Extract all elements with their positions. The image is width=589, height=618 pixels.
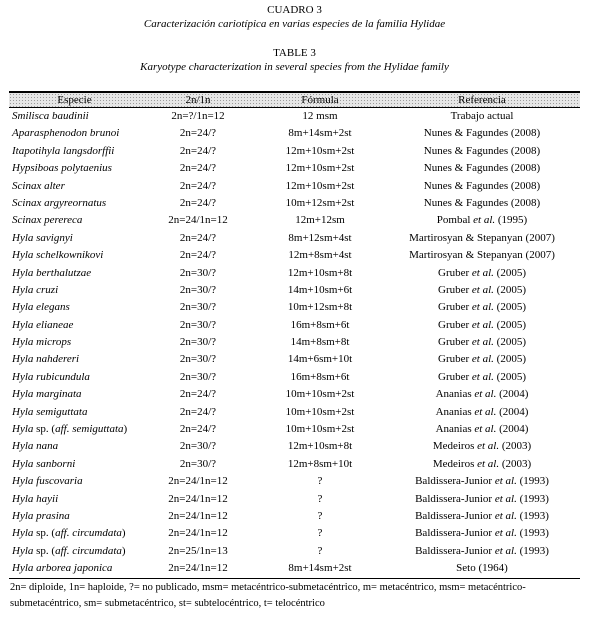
reference-author: Gruber — [438, 336, 472, 349]
karyotype-formula-cell: 10m+10sm+2st — [285, 388, 355, 401]
karyotype-formula-cell: 8m+14sm+2st — [288, 562, 352, 575]
species-sp-marker: sp. ( — [33, 527, 56, 540]
species-sp-marker: sp. ( — [33, 544, 56, 557]
species-cell — [9, 143, 140, 160]
reference-author: Baldissera-Junior — [415, 492, 495, 505]
chromosome-number-cell: 2n=24/? — [179, 179, 217, 192]
reference-cell — [384, 108, 580, 125]
header-referencia: Referencia — [458, 94, 506, 106]
reference-author: Ananias — [435, 388, 475, 401]
reference-et-al: et al. — [494, 527, 517, 540]
table-row — [9, 525, 580, 542]
reference-cell — [384, 160, 580, 177]
reference-cell — [384, 178, 580, 195]
reference-et-al: et al. — [471, 336, 494, 349]
karyotype-formula-cell: ? — [317, 544, 323, 557]
species-cell — [9, 299, 140, 316]
species-close-paren: ) — [121, 527, 126, 540]
species-name: Hyla nana — [12, 440, 59, 453]
reference-author: Nunes & Fagundes (2008) — [423, 127, 541, 140]
reference-year: (2005) — [493, 283, 526, 296]
reference-cell — [384, 230, 580, 247]
reference-cell — [384, 334, 580, 351]
reference-et-al: et al. — [494, 509, 517, 522]
reference-cell — [384, 195, 580, 212]
karyotype-formula-cell: 16m+8sm+6t — [290, 370, 350, 383]
reference-et-al: et al. — [494, 544, 517, 557]
species-cell — [9, 125, 140, 142]
species-name: Smilisca baudinii — [12, 110, 89, 122]
species-name: Scinax argyreornatus — [12, 196, 107, 209]
reference-author: Nunes & Fagundes (2008) — [423, 179, 541, 192]
chromosome-number-cell: 2n=24/? — [179, 423, 217, 436]
table-row — [9, 299, 580, 316]
reference-author: Martirosyan & Stepanyan (2007) — [409, 231, 555, 244]
table-row — [9, 543, 580, 560]
species-cell — [9, 317, 140, 334]
chromosome-number-cell: 2n=30/? — [179, 440, 217, 453]
karyotype-formula-cell: 10m+12sm+8t — [287, 301, 353, 314]
karyotype-table — [9, 91, 580, 579]
header-formula: Fórmula — [301, 94, 339, 106]
chromosome-number-cell: 2n=24/? — [179, 127, 217, 140]
chromosome-number-cell: 2n=30/? — [179, 266, 217, 279]
species-cell — [9, 386, 140, 403]
karyotype-formula-cell: ? — [317, 527, 323, 540]
species-close-paren: ) — [121, 544, 126, 557]
species-name: Hyla savignyi — [12, 231, 73, 244]
table-row — [9, 160, 580, 177]
table-row — [9, 351, 580, 368]
reference-cell — [384, 212, 580, 229]
species-cell — [9, 543, 140, 560]
chromosome-number-cell: 2n=24/1n=12 — [168, 509, 228, 522]
table-row — [9, 230, 580, 247]
table-row — [9, 456, 580, 473]
reference-cell — [384, 282, 580, 299]
species-name: Hypsiboas polytaenius — [12, 162, 112, 175]
species-name: Hyla — [12, 527, 34, 540]
karyotype-formula-cell: 14m+10sm+6t — [287, 283, 353, 296]
karyotype-formula-cell: 14m+8sm+8t — [290, 336, 350, 349]
species-cell — [9, 369, 140, 386]
reference-year: (2005) — [493, 301, 526, 314]
table-row — [9, 560, 580, 577]
species-name: Hyla arborea japonica — [12, 562, 113, 575]
chromosome-number-cell: 2n=24/1n=12 — [168, 214, 228, 227]
chromosome-number-cell: 2n=24/? — [179, 162, 217, 175]
reference-author: Seto (1964) — [456, 562, 508, 575]
species-name: Hyla nahdereri — [12, 353, 80, 366]
reference-author: Pombal — [436, 214, 474, 227]
karyotype-formula-cell: 12m+10sm+8t — [287, 266, 353, 279]
reference-author: Medeiros — [432, 457, 478, 470]
species-close-paren: ) — [123, 423, 128, 436]
species-cell — [9, 265, 140, 282]
chromosome-number-cell: 2n=30/? — [179, 318, 217, 331]
chromosome-number-cell: 2n=24/? — [179, 144, 217, 157]
reference-cell — [384, 247, 580, 264]
reference-year: (2005) — [493, 318, 526, 331]
reference-cell — [384, 491, 580, 508]
species-cell — [9, 282, 140, 299]
karyotype-formula-cell: ? — [317, 475, 323, 488]
reference-cell — [384, 421, 580, 438]
table-label: TABLE 3 — [273, 47, 316, 59]
header-especie: Especie — [57, 94, 92, 106]
reference-author: Gruber — [438, 266, 472, 279]
reference-year: (2004) — [496, 423, 529, 436]
table-row — [9, 491, 580, 508]
chromosome-number-cell: 2n=24/1n=12 — [168, 492, 228, 505]
species-affinis: aff. circumdata — [55, 544, 122, 557]
reference-year: (1993) — [516, 475, 549, 488]
reference-et-al: et al. — [473, 214, 496, 227]
table-footnote — [10, 580, 582, 612]
reference-year: (1993) — [516, 509, 549, 522]
species-name: Hyla semiguttata — [12, 405, 88, 418]
species-name: Itapotihyla langsdorffii — [12, 144, 115, 157]
reference-author: Gruber — [438, 301, 472, 314]
species-cell — [9, 421, 140, 438]
karyotype-formula-cell: 12m+10sm+2st — [285, 162, 355, 175]
chromosome-number-cell: 2n=30/? — [179, 353, 217, 366]
species-cell — [9, 560, 140, 577]
reference-cell — [384, 456, 580, 473]
reference-year: (2004) — [496, 388, 529, 401]
table-row — [9, 195, 580, 212]
reference-cell — [384, 351, 580, 368]
species-name: Scinax alter — [12, 179, 65, 192]
karyotype-formula-cell: 14m+6sm+10t — [287, 353, 353, 366]
table-row — [9, 508, 580, 525]
species-cell — [9, 456, 140, 473]
reference-author: Martirosyan & Stepanyan (2007) — [409, 249, 555, 262]
karyotype-formula-cell: 10m+12sm+2st — [285, 196, 355, 209]
reference-et-al: et al. — [471, 353, 494, 366]
reference-et-al: et al. — [494, 475, 517, 488]
reference-author: Baldissera-Junior — [415, 509, 495, 522]
reference-cell — [384, 386, 580, 403]
species-name: Hyla — [12, 423, 34, 436]
reference-cell — [384, 143, 580, 160]
table-row — [9, 282, 580, 299]
table-header — [9, 93, 580, 107]
species-cell — [9, 508, 140, 525]
reference-author: Baldissera-Junior — [415, 544, 495, 557]
reference-et-al: et al. — [471, 301, 494, 314]
reference-cell — [384, 299, 580, 316]
species-cell — [9, 334, 140, 351]
species-cell — [9, 438, 140, 455]
reference-cell — [384, 473, 580, 490]
table-row — [9, 386, 580, 403]
species-cell — [9, 525, 140, 542]
species-cell — [9, 195, 140, 212]
table-row — [9, 404, 580, 421]
header-2n1n: 2n/1n — [185, 94, 211, 106]
table-row — [9, 334, 580, 351]
table-bottom-rule — [9, 578, 580, 579]
chromosome-number-cell: 2n=24/? — [179, 231, 217, 244]
table-row — [9, 143, 580, 160]
reference-author: Nunes & Fagundes (2008) — [423, 196, 541, 209]
reference-author: Nunes & Fagundes (2008) — [423, 162, 541, 175]
chromosome-number-cell: 2n=24/1n=12 — [168, 562, 228, 575]
reference-author: Medeiros — [432, 440, 478, 453]
reference-year: (1995) — [495, 214, 528, 227]
reference-et-al: et al. — [494, 492, 517, 505]
table-row — [9, 265, 580, 282]
reference-cell — [384, 265, 580, 282]
karyotype-formula-cell: 12 msm — [302, 110, 338, 122]
reference-author: Trabajo actual — [450, 110, 514, 122]
karyotype-formula-cell: 8m+14sm+2st — [288, 127, 352, 140]
table-row — [9, 438, 580, 455]
species-name: Hyla fuscovaria — [12, 475, 83, 488]
table-row — [9, 212, 580, 229]
karyotype-formula-cell: 8m+12sm+4st — [288, 231, 352, 244]
reference-author: Baldissera-Junior — [415, 475, 495, 488]
reference-et-al: et al. — [471, 283, 494, 296]
chromosome-number-cell: 2n=30/? — [179, 283, 217, 296]
species-affinis: aff. semiguttata — [55, 423, 124, 436]
karyotype-formula-cell: 12m+10sm+2st — [285, 179, 355, 192]
table-row — [9, 317, 580, 334]
reference-cell — [384, 543, 580, 560]
reference-cell — [384, 525, 580, 542]
reference-cell — [384, 560, 580, 577]
chromosome-number-cell: 2n=24/1n=12 — [168, 527, 228, 540]
reference-author: Ananias — [435, 423, 475, 436]
reference-year: (2005) — [493, 370, 526, 383]
karyotype-formula-cell: 16m+8sm+6t — [290, 318, 350, 331]
reference-et-al: et al. — [477, 440, 500, 453]
reference-et-al: et al. — [474, 423, 497, 436]
reference-year: (2003) — [499, 457, 532, 470]
karyotype-formula-cell: ? — [317, 509, 323, 522]
reference-year: (1993) — [516, 492, 549, 505]
karyotype-formula-cell: 10m+10sm+2st — [285, 405, 355, 418]
cuadro-label: CUADRO 3 — [267, 4, 322, 16]
species-name: Hyla rubicundula — [12, 370, 90, 383]
species-sp-marker: sp. ( — [33, 423, 56, 436]
reference-cell — [384, 404, 580, 421]
karyotype-formula-cell: 12m+10sm+8t — [287, 440, 353, 453]
table-row — [9, 108, 580, 125]
reference-year: (2005) — [493, 353, 526, 366]
reference-author: Baldissera-Junior — [415, 527, 495, 540]
species-cell — [9, 108, 140, 125]
species-cell — [9, 491, 140, 508]
karyotype-formula-cell: 12m+8sm+4st — [288, 249, 352, 262]
footnote-line-2: submetacéntrico, sm= submetacéntrico, st= subtelocéntrico, t= telocéntrico — [10, 598, 325, 609]
reference-author: Ananias — [435, 405, 475, 418]
species-cell — [9, 230, 140, 247]
reference-author: Gruber — [438, 283, 472, 296]
reference-year: (1993) — [516, 544, 549, 557]
species-affinis: aff. circumdata — [55, 527, 122, 540]
species-name: Hyla elegans — [12, 301, 70, 314]
reference-cell — [384, 438, 580, 455]
chromosome-number-cell: 2n=30/? — [179, 336, 217, 349]
reference-cell — [384, 125, 580, 142]
reference-year: (2005) — [493, 266, 526, 279]
karyotype-formula-cell: 10m+10sm+2st — [285, 423, 355, 436]
species-name: Hyla prasina — [12, 509, 70, 522]
footnote-line-1: 2n= diploide, 1n= haploide, ?= no publicado, msm= metacéntrico-submetacéntrico, m= metacéntrico, msm= metacéntrico- — [10, 582, 526, 593]
species-cell — [9, 160, 140, 177]
chromosome-number-cell: 2n=?/1n=12 — [171, 110, 225, 122]
species-name: Aparasphenodon brunoi — [12, 127, 120, 140]
chromosome-number-cell: 2n=30/? — [179, 370, 217, 383]
species-name: Hyla elianeae — [12, 318, 74, 331]
reference-et-al: et al. — [471, 318, 494, 331]
reference-et-al: et al. — [477, 457, 500, 470]
table-row — [9, 473, 580, 490]
reference-et-al: et al. — [474, 388, 497, 401]
reference-author: Nunes & Fagundes (2008) — [423, 144, 541, 157]
species-name: Hyla marginata — [12, 388, 82, 401]
chromosome-number-cell: 2n=24/? — [179, 249, 217, 262]
reference-author: Gruber — [438, 353, 472, 366]
species-name: Hyla sanborni — [12, 457, 76, 470]
species-cell — [9, 473, 140, 490]
reference-year: (2003) — [499, 440, 532, 453]
species-cell — [9, 178, 140, 195]
species-name: Hyla berthalutzae — [12, 266, 92, 279]
cuadro-title: Caracterización cariotípica en varias especies de la familia Hylidae — [143, 18, 446, 30]
table-row — [9, 178, 580, 195]
chromosome-number-cell: 2n=30/? — [179, 457, 217, 470]
chromosome-number-cell: 2n=30/? — [179, 301, 217, 314]
species-cell — [9, 404, 140, 421]
chromosome-number-cell: 2n=24/? — [179, 405, 217, 418]
species-cell — [9, 247, 140, 264]
karyotype-formula-cell: ? — [317, 492, 323, 505]
reference-et-al: et al. — [471, 370, 494, 383]
table-row — [9, 125, 580, 142]
karyotype-formula-cell: 12m+12sm — [295, 214, 345, 227]
reference-cell — [384, 369, 580, 386]
reference-year: (2005) — [493, 336, 526, 349]
table-row — [9, 369, 580, 386]
species-name: Hyla schelkownikovi — [12, 249, 104, 262]
reference-cell — [384, 317, 580, 334]
reference-cell — [384, 508, 580, 525]
reference-et-al: et al. — [471, 266, 494, 279]
reference-author: Gruber — [438, 370, 472, 383]
species-cell — [9, 212, 140, 229]
karyotype-formula-cell: 12m+10sm+2st — [285, 144, 355, 157]
chromosome-number-cell: 2n=24/? — [179, 196, 217, 209]
reference-year: (1993) — [516, 527, 549, 540]
chromosome-number-cell: 2n=24/1n=12 — [168, 475, 228, 488]
chromosome-number-cell: 2n=24/? — [179, 388, 217, 401]
table-row — [9, 421, 580, 438]
chromosome-number-cell: 2n=25/1n=13 — [168, 544, 228, 557]
reference-et-al: et al. — [474, 405, 497, 418]
table-row — [9, 247, 580, 264]
table-title: Karyotype characterization in several species from the Hylidae family — [140, 61, 449, 73]
species-cell — [9, 351, 140, 368]
reference-author: Gruber — [438, 318, 472, 331]
table-body — [9, 108, 580, 578]
species-name: Hyla hayii — [12, 492, 59, 505]
species-name: Hyla microps — [12, 336, 72, 349]
karyotype-formula-cell: 12m+8sm+10t — [287, 457, 353, 470]
species-name: Hyla — [12, 544, 34, 557]
species-name: Scinax perereca — [12, 214, 83, 227]
species-name: Hyla cruzi — [12, 283, 59, 296]
reference-year: (2004) — [496, 405, 529, 418]
